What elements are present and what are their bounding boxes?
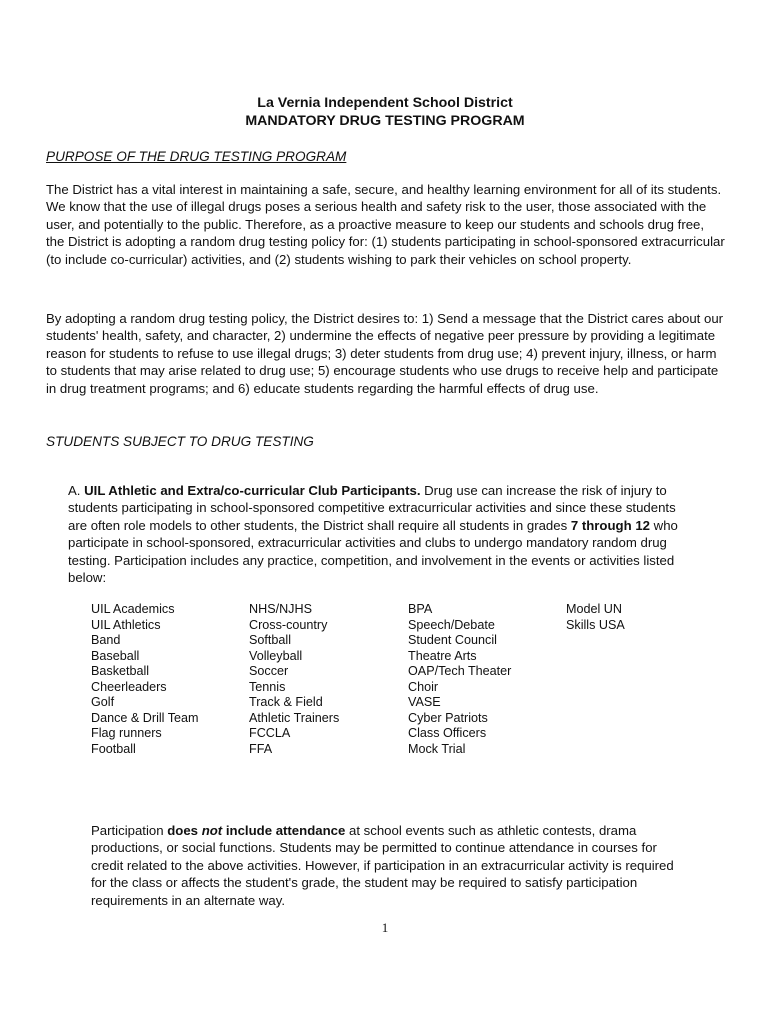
document-title: La Vernia Independent School District	[257, 95, 513, 111]
section-a-grades: 7 through 12	[570, 517, 650, 533]
participation-include: include attendance	[222, 823, 346, 838]
activity-item: VASE	[408, 695, 441, 709]
activities-column-1	[91, 602, 199, 757]
activities-column-2	[249, 602, 339, 757]
activity-item: Choir	[408, 679, 439, 694]
purpose-heading: PURPOSE OF THE DRUG TESTING PROGRAM	[46, 149, 347, 164]
students-heading: STUDENTS SUBJECT TO DRUG TESTING	[46, 434, 314, 449]
activity-item: FFA	[249, 741, 273, 756]
section-a-text-2: who participate in school-sponsored, extracurricular activities and clubs to undergo mandatory random drug testing. Participation includes any practice, competition, and involvement in the events or activities listed below:	[68, 517, 678, 586]
section-a-title: UIL Athletic and Extra/co-curricular Club Participants.	[84, 483, 421, 498]
participation-does: does	[167, 823, 202, 838]
activity-item: Band	[91, 633, 121, 647]
activity-item: Soccer	[249, 664, 289, 678]
activity-item: Theatre Arts	[408, 648, 477, 663]
activity-item: BPA	[408, 602, 433, 616]
activities-column-3	[408, 602, 511, 757]
participation-not: not	[201, 823, 223, 838]
activity-item: Class Officers	[408, 726, 487, 740]
activity-item: Athletic Trainers	[249, 710, 340, 725]
activity-item: Dance & Drill Team	[91, 710, 199, 725]
activity-item: UIL Athletics	[91, 617, 161, 632]
participation-note	[91, 822, 691, 909]
activity-item: Baseball	[91, 648, 140, 663]
activity-item: Student Council	[408, 633, 497, 647]
activity-item: Mock Trial	[408, 741, 466, 756]
activity-item: OAP/Tech Theater	[408, 664, 512, 678]
activity-item: Skills USA	[566, 617, 625, 632]
activity-item: Cheerleaders	[91, 679, 167, 694]
activity-item: FCCLA	[249, 726, 291, 740]
activities-column-4	[566, 602, 625, 633]
activity-item: UIL Academics	[91, 602, 175, 616]
section-a-text-1: Drug use can increase the risk of injury to students participating in school-sponsored competitive extracurricular activities and since these students are often role models to other students, the District shall require all students in grades	[68, 483, 676, 533]
activity-item: Model UN	[566, 602, 622, 616]
section-a-prefix: A.	[68, 483, 85, 498]
purpose-paragraph-1: The District has a vital interest in maintaining a safe, secure, and healthy learning environment for all of its students. We know that the use of illegal drugs poses a serious health and safety risk to the user, those associated with the user, and potentially to the public. Therefore, as a proactive measure to keep our students and schools drug free, the District is adopting a random drug testing policy for: (1) students participating in school-sponsored extracurricular (to include co-curricular) activities, and (2) students wishing to park their vehicles on school property.	[46, 182, 725, 267]
activity-item: NHS/NJHS	[249, 602, 312, 616]
activity-item: Golf	[91, 695, 115, 709]
activity-item: Flag runners	[91, 726, 162, 740]
activity-item: Volleyball	[249, 648, 303, 663]
activity-item: Track & Field	[249, 695, 323, 709]
activity-item: Cyber Patriots	[408, 710, 488, 725]
activity-item: Tennis	[249, 679, 286, 694]
activity-item: Softball	[249, 633, 292, 647]
document-subtitle: MANDATORY DRUG TESTING PROGRAM	[245, 113, 525, 129]
activity-item: Football	[91, 741, 136, 756]
participation-lead: Participation	[91, 823, 168, 838]
participation-rest: at school events such as athletic contests, drama productions, or social functions. Students may be permitted to continue attendance in courses for credit related to the above activities. However, if participation in an extracurricular activity is required for the class or affects the student's grade, the student may be required to satisfy participation requirements in an alternate way.	[91, 823, 674, 908]
page-number: 1	[381, 920, 389, 935]
activity-item: Cross-country	[249, 617, 328, 632]
section-a-paragraph	[68, 482, 688, 586]
purpose-paragraph-2: By adopting a random drug testing policy, the District desires to: 1) Send a message that the District cares about our students' health, safety, and character, 2) undermine the effects of negative peer pressure by providing a legitimate reason for students to refuse to use illegal drugs; 3) deter students from drug use; 4) prevent injury, illness, or harm to students that may arise related to drug use; 5) encourage students who use drugs to receive help and participate in drug treatment programs; and 6) educate students regarding the harmful effects of drug use.	[46, 311, 724, 396]
activity-item: Basketball	[91, 664, 150, 678]
activity-item: Speech/Debate	[408, 617, 495, 632]
